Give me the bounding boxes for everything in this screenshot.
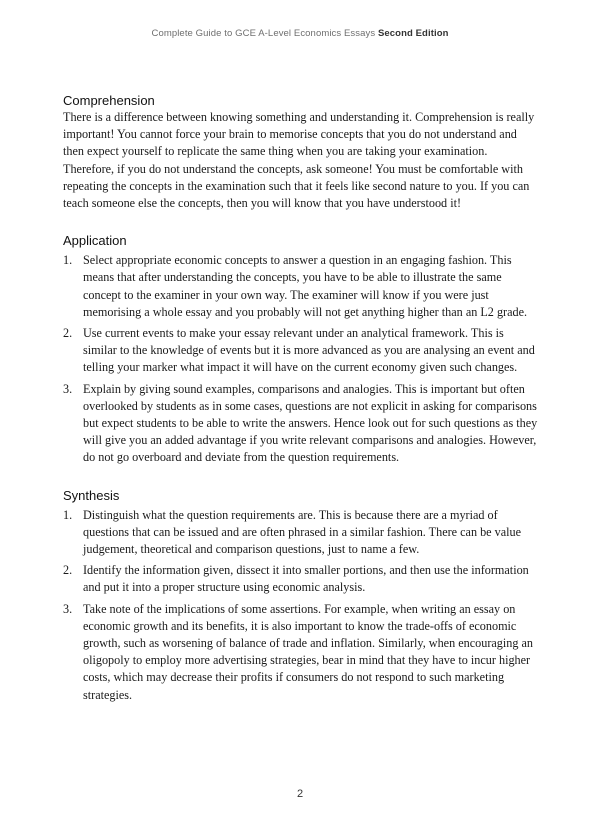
book-title: Complete Guide to GCE A-Level Economics Essays [151, 28, 376, 39]
list-item-text: Explain by giving sound examples, comparisons and analogies. This is important but often overlooked by students as in some cases, questions are not explicit in asking for comparisons but expect students to be able to write the answers. Hence look out for such questions as they will give you an added advantage if you write relevant comparisons and analogies. However, do not go overboard and deviate from the question requirements. [83, 381, 538, 465]
application-list [63, 252, 539, 466]
page-number: 2 [296, 788, 304, 800]
list-item-text: Distinguish what the question requirements are. This is because there are a myriad of questions that can be issued and are often phrased in a similar fashion. There can be value judgement, theoretical and comparison questions, just to name a few. [83, 507, 522, 557]
comprehension-heading: Comprehension [63, 93, 155, 108]
list-item-number: 2. [63, 563, 73, 578]
list-item-text: Use current events to make your essay relevant under an analytical framework. This is similar to the knowledge of events but it is more advanced as you are analysing an event and telling your marker what impact it will have on the current economy given such changes. [83, 326, 535, 375]
list-item-number: 2. [63, 326, 73, 341]
running-header [0, 28, 600, 39]
list-item [63, 381, 539, 467]
synthesis-heading: Synthesis [63, 487, 120, 503]
book-edition: Second Edition [377, 28, 449, 39]
list-item-text: Identify the information given, dissect it into smaller portions, and then use the information and put it into a proper structure using economic analysis. [83, 563, 529, 595]
list-item [63, 325, 539, 377]
synthesis-section [63, 487, 539, 704]
list-item-number: 3. [63, 381, 73, 396]
application-section [63, 232, 539, 466]
list-item-number: 1. [63, 507, 73, 522]
list-item [63, 562, 539, 596]
page-content [63, 92, 539, 724]
list-item [63, 601, 539, 704]
list-item-text: Take note of the implications of some assertions. For example, when writing an essay on economic growth and its benefits, it is also important to know the trade-offs of economic growth, such as worsening of balance of trade and inflation. Similarly, when encouraging an oligopoly to employ more advertising strategies, bear in mind that they have to incur higher costs, which may decrease their profits if consumers do not respond to such marketing strategies. [83, 601, 534, 702]
list-item-number: 1. [63, 253, 73, 268]
comprehension-section [63, 92, 539, 212]
list-item-number: 3. [63, 601, 73, 616]
list-item [63, 252, 539, 321]
comprehension-paragraph: There is a difference between knowing something and understanding it. Comprehension is really important! You cannot force your brain to memorise concepts that you do not understand and then expect yourself to replicate the same thing when you are taking your examination. Therefore, if you do not understand the concepts, ask someone! You must be comfortable with repeating the concepts in the examination such that it feels like second nature to you. If you can teach someone else the concepts, then you will know that you have understood it! [63, 110, 535, 211]
synthesis-list [63, 507, 539, 704]
list-item-text: Select appropriate economic concepts to answer a question in an engaging fashion. This means that after understanding the concepts, you have to be able to illustrate the same concept to the examiner in your own way. The examiner will know if you were just memorising a whole essay and you probably will not get anything higher than an L2 grade. [83, 253, 528, 319]
application-heading: Application [63, 233, 127, 249]
list-item [63, 507, 539, 559]
